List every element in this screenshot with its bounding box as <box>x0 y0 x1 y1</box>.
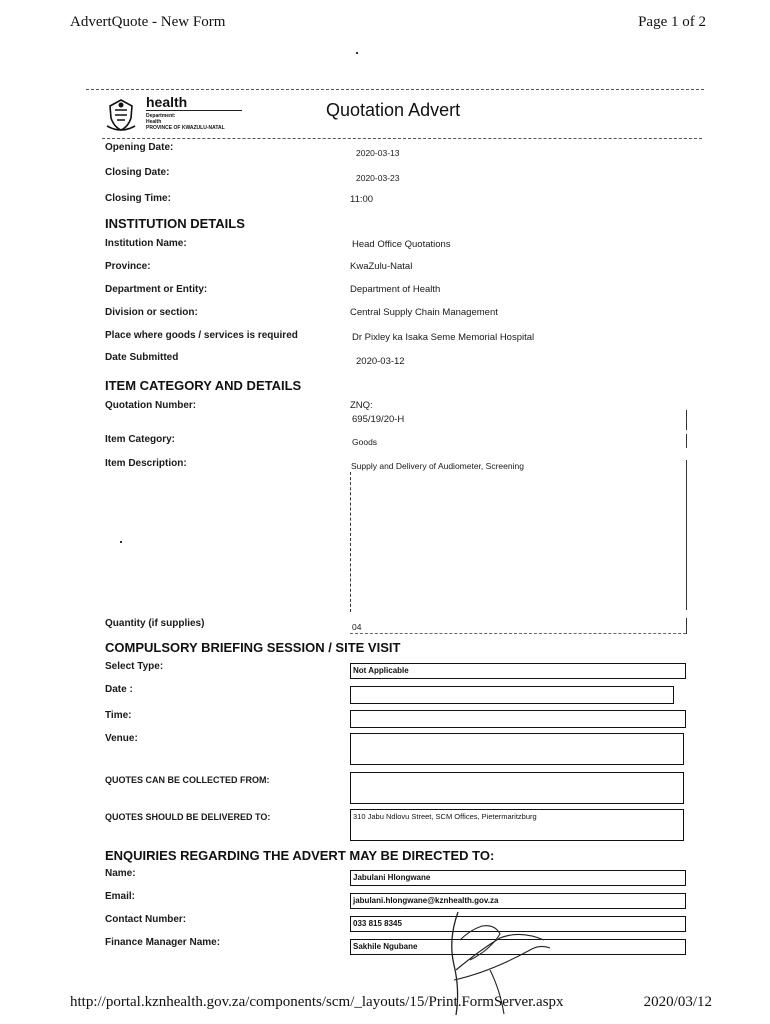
briefing-time-label: Time: <box>105 710 132 721</box>
logo-line-health: Health <box>146 119 162 125</box>
select-type-field[interactable] <box>350 663 686 679</box>
contact-name-label: Name: <box>105 868 136 879</box>
quantity-underline <box>350 633 686 634</box>
collected-from-field[interactable] <box>350 772 684 804</box>
email-label: Email: <box>105 891 136 902</box>
logo-wordmark: health <box>146 94 188 110</box>
contact-name-field[interactable] <box>350 870 686 886</box>
delivered-to-field[interactable] <box>350 809 684 841</box>
field-edge <box>686 410 687 430</box>
logo-rule <box>146 110 242 111</box>
date-submitted-value: 2020-03-12 <box>356 356 405 367</box>
field-edge <box>686 434 687 448</box>
division-value: Central Supply Chain Management <box>350 307 498 318</box>
health-logo <box>104 96 254 136</box>
speck <box>120 541 122 543</box>
footer-url: http://portal.kznhealth.gov.za/components/scm/_layouts/15/Print.FormServer.aspx <box>70 994 564 1010</box>
department-label: Department or Entity: <box>105 284 208 295</box>
item-description-label: Item Description: <box>105 458 187 469</box>
province-label: Province: <box>105 261 151 272</box>
briefing-date-label: Date : <box>105 684 133 695</box>
closing-date-value: 2020-03-23 <box>356 173 400 183</box>
closing-time-label: Closing Time: <box>105 193 171 204</box>
closing-date-label: Closing Date: <box>105 167 170 178</box>
briefing-date-field[interactable] <box>350 686 674 704</box>
logo-line-department: Department: <box>146 113 176 119</box>
institution-heading: INSTITUTION DETAILS <box>105 216 245 231</box>
enquiries-heading: ENQUIRIES REGARDING THE ADVERT MAY BE DIRECTED TO: <box>105 848 495 863</box>
quotation-number-prefix: ZNQ: <box>350 400 373 411</box>
item-description-value: Supply and Delivery of Audiometer, Screening <box>351 461 524 471</box>
email-field[interactable] <box>350 893 686 909</box>
delivered-to-label: QUOTES SHOULD BE DELIVERED TO: <box>105 812 271 822</box>
select-type-label: Select Type: <box>105 661 164 672</box>
item-heading: ITEM CATEGORY AND DETAILS <box>105 378 302 393</box>
top-divider <box>86 89 704 90</box>
collected-from-label: QUOTES CAN BE COLLECTED FROM: <box>105 775 270 785</box>
opening-date-label: Opening Date: <box>105 142 174 153</box>
description-box-right <box>686 460 687 610</box>
department-value: Department of Health <box>350 284 441 295</box>
delivered-to-value: 310 Jabu Ndlovu Street, SCM Offices, Pietermaritzburg <box>353 812 537 821</box>
page-number: Page 1 of 2 <box>638 14 706 30</box>
finance-manager-value: Sakhile Ngubane <box>353 942 418 951</box>
opening-date-value: 2020-03-13 <box>356 148 400 158</box>
email-value: jabulani.hlongwane@kznhealth.gov.za <box>353 896 499 905</box>
select-type-value: Not Applicable <box>353 666 409 675</box>
place-value: Dr Pixley ka Isaka Seme Memorial Hospital <box>352 332 535 343</box>
logo-line-province: PROVINCE OF KWAZULU-NATAL <box>146 125 225 131</box>
quantity-label: Quantity (if supplies) <box>105 618 205 629</box>
document-title: AdvertQuote - New Form <box>70 14 226 30</box>
quotation-number-value: 695/19/20-H <box>352 414 405 425</box>
coat-of-arms-icon <box>104 98 138 132</box>
field-edge <box>686 618 687 634</box>
finance-manager-label: Finance Manager Name: <box>105 937 221 948</box>
venue-label: Venue: <box>105 733 138 744</box>
institution-name-value: Head Office Quotations <box>352 239 451 250</box>
place-label: Place where goods / services is required <box>105 330 298 341</box>
quotation-number-label: Quotation Number: <box>105 400 197 411</box>
footer-date: 2020/03/12 <box>643 994 712 1010</box>
contact-number-label: Contact Number: <box>105 914 187 925</box>
form-title: Quotation Advert <box>326 100 461 120</box>
item-category-label: Item Category: <box>105 434 176 445</box>
briefing-heading: COMPULSORY BRIEFING SESSION / SITE VISIT <box>105 640 401 655</box>
province-value: KwaZulu-Natal <box>350 261 413 272</box>
contact-number-value: 033 815 8345 <box>353 919 402 928</box>
speck <box>356 52 358 54</box>
title-divider <box>102 138 702 139</box>
item-category-value: Goods <box>352 437 378 447</box>
institution-name-label: Institution Name: <box>105 238 187 249</box>
description-box-left <box>350 472 351 612</box>
closing-time-value: 11:00 <box>350 194 374 205</box>
quantity-value: 04 <box>352 622 362 632</box>
briefing-time-field[interactable] <box>350 710 686 728</box>
division-label: Division or section: <box>105 307 198 318</box>
venue-field[interactable] <box>350 733 684 765</box>
date-submitted-label: Date Submitted <box>105 352 179 363</box>
contact-name-value: Jabulani Hlongwane <box>353 873 431 882</box>
